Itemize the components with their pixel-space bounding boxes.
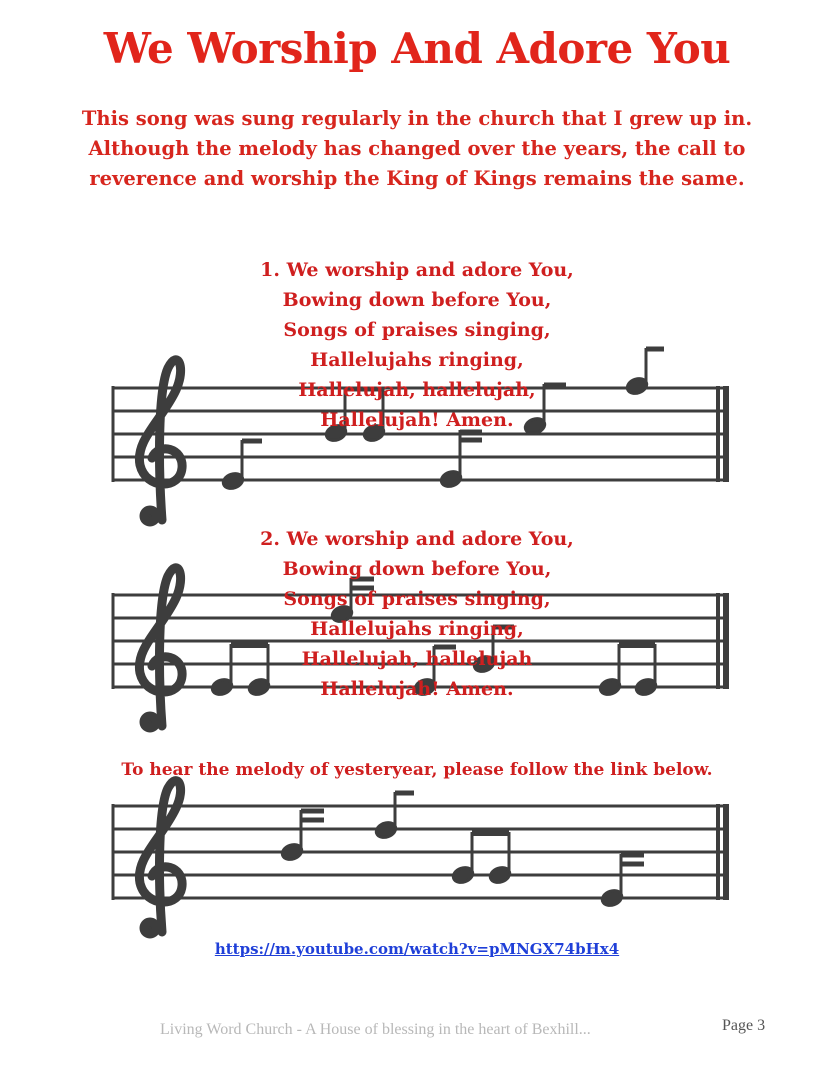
verse-line: Songs of praises singing, bbox=[283, 319, 551, 341]
footer-text: Living Word Church - A House of blessing in the heart of Bexhill... bbox=[160, 1021, 591, 1038]
intro-line: reverence and worship the King of Kings remains the same. bbox=[89, 167, 745, 190]
page-number: Page 3 bbox=[722, 1017, 766, 1034]
verse-line: Hallelujahs ringing, bbox=[310, 618, 524, 640]
treble-clef-icon bbox=[139, 781, 182, 934]
verse-line: Songs of praises singing, bbox=[283, 588, 551, 610]
verse-line: 1. We worship and adore You, bbox=[260, 259, 574, 281]
intro-line: Although the melody has changed over the years, the call to bbox=[88, 137, 746, 160]
verse-line: Bowing down before You, bbox=[282, 558, 552, 580]
youtube-link[interactable]: https://m.youtube.com/watch?v=pMNGX74bHx4 bbox=[214, 940, 620, 958]
verse-2 bbox=[0, 524, 834, 704]
verse-line: 2. We worship and adore You, bbox=[260, 528, 574, 550]
verse-line: Hallelujahs ringing, bbox=[310, 349, 524, 371]
verse-line: Hallelujah! Amen. bbox=[320, 678, 514, 700]
intro-line: This song was sung regularly in the church that I grew up in. bbox=[81, 107, 753, 130]
page-title: We Worship And Adore You bbox=[103, 24, 731, 73]
verse-line: Hallelujah, hallelujah bbox=[301, 648, 533, 670]
melody-link-prompt: To hear the melody of yesteryear, please follow the link below. bbox=[121, 760, 713, 780]
intro-paragraph bbox=[20, 104, 814, 194]
verse-1 bbox=[0, 255, 834, 435]
verse-line: Hallelujah, hallelujah, bbox=[298, 379, 536, 401]
verse-line: Hallelujah! Amen. bbox=[320, 409, 514, 431]
verse-line: Bowing down before You, bbox=[282, 289, 552, 311]
